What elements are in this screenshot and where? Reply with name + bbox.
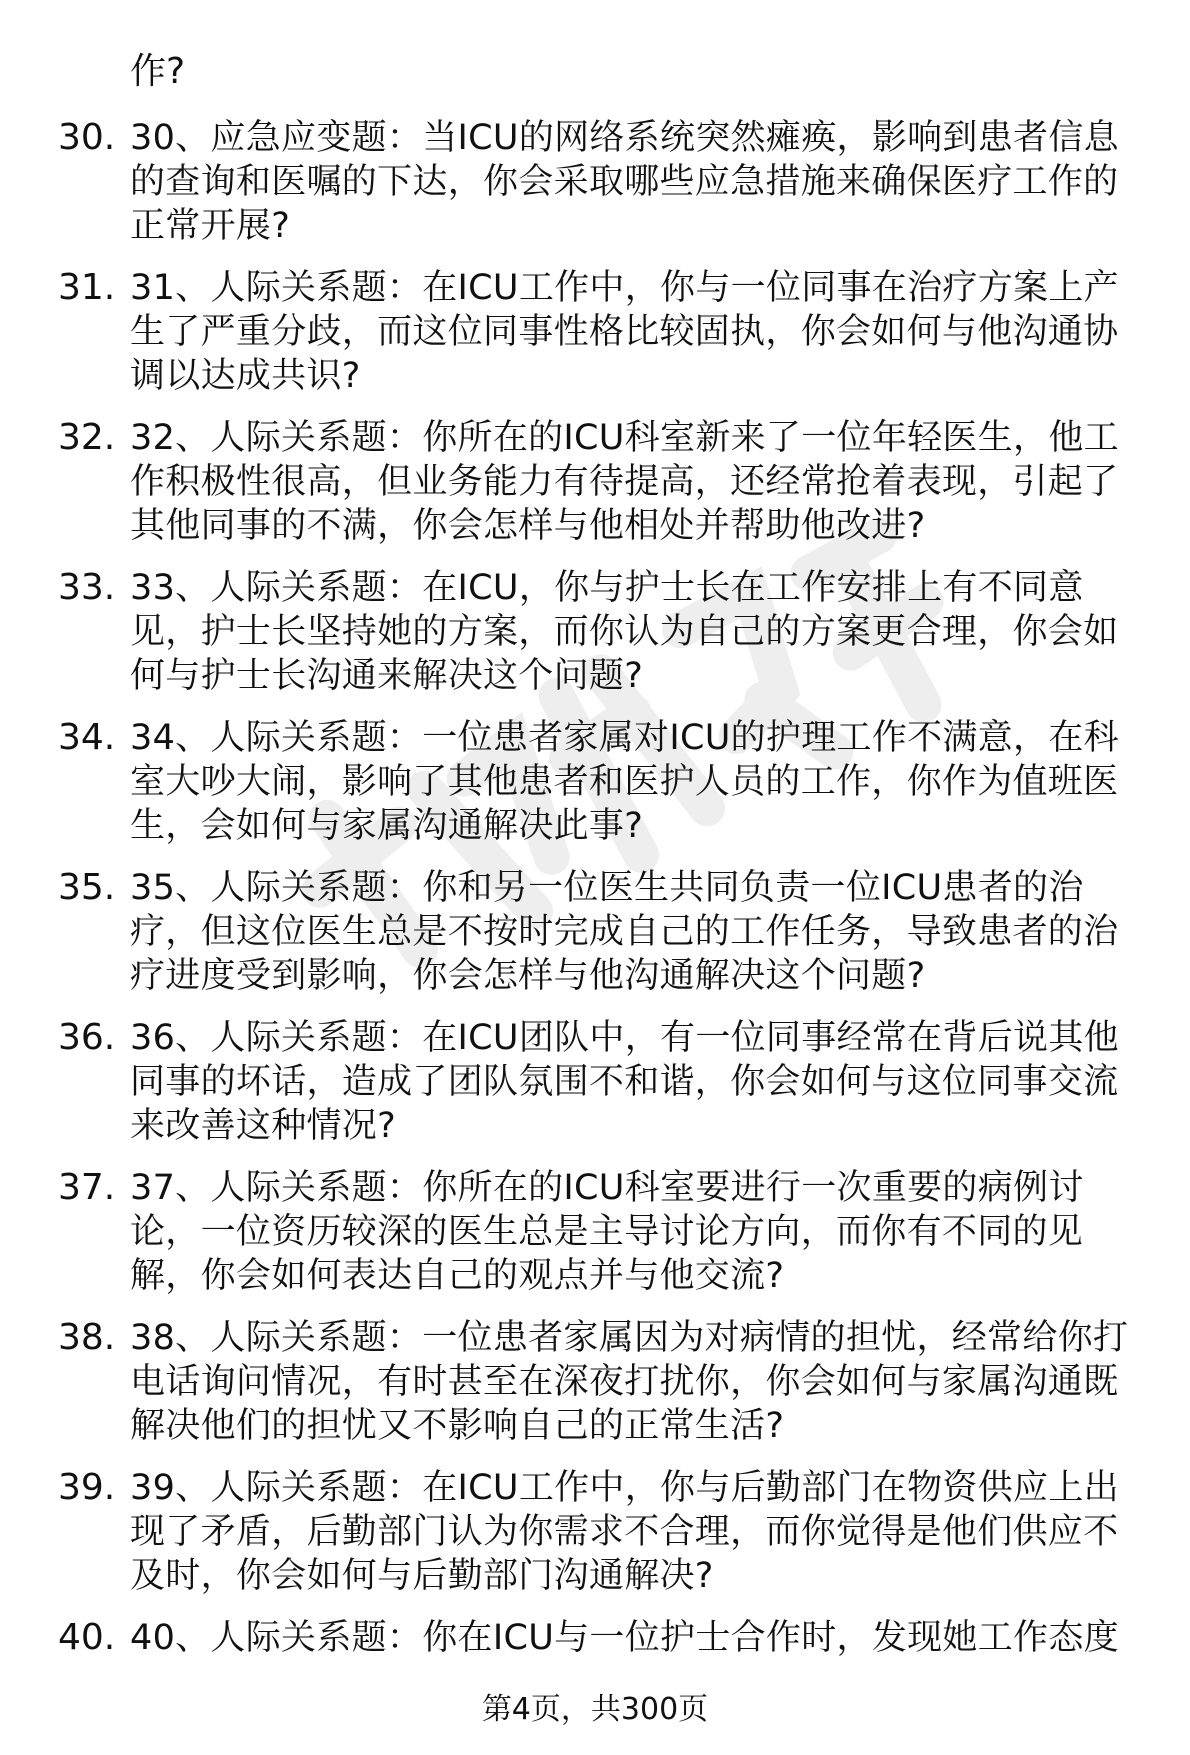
- item-number: 39.: [58, 1467, 116, 1508]
- item-number: 31.: [58, 267, 116, 308]
- item-text: 34、人际关系题：一位患者家属对ICU的护理工作不满意，在科室大吵大闹，影响了其他患者和医护人员的工作，你作为值班医生，会如何与家属沟通解决此事?: [130, 718, 1119, 846]
- item-number: 33.: [58, 567, 116, 608]
- item-text: 31、人际关系题：在ICU工作中，你与一位同事在治疗方案上产生了严重分歧，而这位同事性格比较固执，你会如何与他沟通协调以达成共识?: [130, 268, 1119, 396]
- item-number: 38.: [58, 1317, 116, 1358]
- item-number: 35.: [58, 867, 116, 908]
- item-number: 30.: [58, 117, 116, 158]
- item-number: 40.: [58, 1617, 116, 1658]
- item-text: 30、应急应变题：当ICU的网络系统突然瘫痪，影响到患者信息的查询和医嘱的下达，你会采取哪些应急措施来确保医疗工作的正常开展?: [130, 118, 1119, 246]
- list-item: [0, 866, 1190, 998]
- list-item: [0, 566, 1190, 698]
- continued-text: 作?: [130, 51, 186, 92]
- item-number: 32.: [58, 417, 116, 458]
- list-item: [0, 1016, 1190, 1148]
- list-item: [0, 716, 1190, 848]
- item-number: 36.: [58, 1017, 116, 1058]
- item-text: 37、人际关系题：你所在的ICU科室要进行一次重要的病例讨论，一位资历较深的医生总是主导讨论方向，而你有不同的见解，你会如何表达自己的观点并与他交流?: [130, 1168, 1084, 1296]
- list-item: [0, 1466, 1190, 1598]
- item-text: 40、人际关系题：你在ICU与一位护士合作时，发现她工作态度: [130, 1618, 1119, 1658]
- page-footer: 第4页，共300页: [481, 1692, 709, 1727]
- item-number: 37.: [58, 1167, 116, 1208]
- list-item: [0, 1616, 1190, 1660]
- question-list: [0, 116, 1190, 1678]
- item-text: 33、人际关系题：在ICU，你与护士长在工作安排上有不同意见，护士长坚持她的方案，而你认为自己的方案更合理，你会如何与护士长沟通来解决这个问题?: [130, 568, 1119, 696]
- list-item: [0, 1166, 1190, 1298]
- item-text: 36、人际关系题：在ICU团队中，有一位同事经常在背后说其他同事的坏话，造成了团队氛围不和谐，你会如何与这位同事交流来改善这种情况?: [130, 1018, 1119, 1146]
- list-item: [0, 416, 1190, 548]
- list-item: [0, 266, 1190, 398]
- item-text: 35、人际关系题：你和另一位医生共同负责一位ICU患者的治疗，但这位医生总是不按时完成自己的工作任务，导致患者的治疗进度受到影响，你会怎样与他沟通解决这个问题?: [130, 868, 1119, 996]
- item-number: 34.: [58, 717, 116, 758]
- item-text: 38、人际关系题：一位患者家属因为对病情的担忧，经常给你打电话询问情况，有时甚至在深夜打扰你，你会如何与家属沟通既解决他们的担忧又不影响自己的正常生活?: [130, 1318, 1129, 1446]
- list-item: [0, 116, 1190, 248]
- list-item: [0, 1316, 1190, 1448]
- item-text: 39、人际关系题：在ICU工作中，你与后勤部门在物资供应上出现了矛盾，后勤部门认为你需求不合理，而你觉得是他们供应不及时，你会如何与后勤部门沟通解决?: [130, 1468, 1119, 1596]
- item-text: 32、人际关系题：你所在的ICU科室新来了一位年轻医生，他工作积极性很高，但业务能力有待提高，还经常抢着表现，引起了其他同事的不满，你会怎样与他相处并帮助他改进?: [130, 418, 1119, 546]
